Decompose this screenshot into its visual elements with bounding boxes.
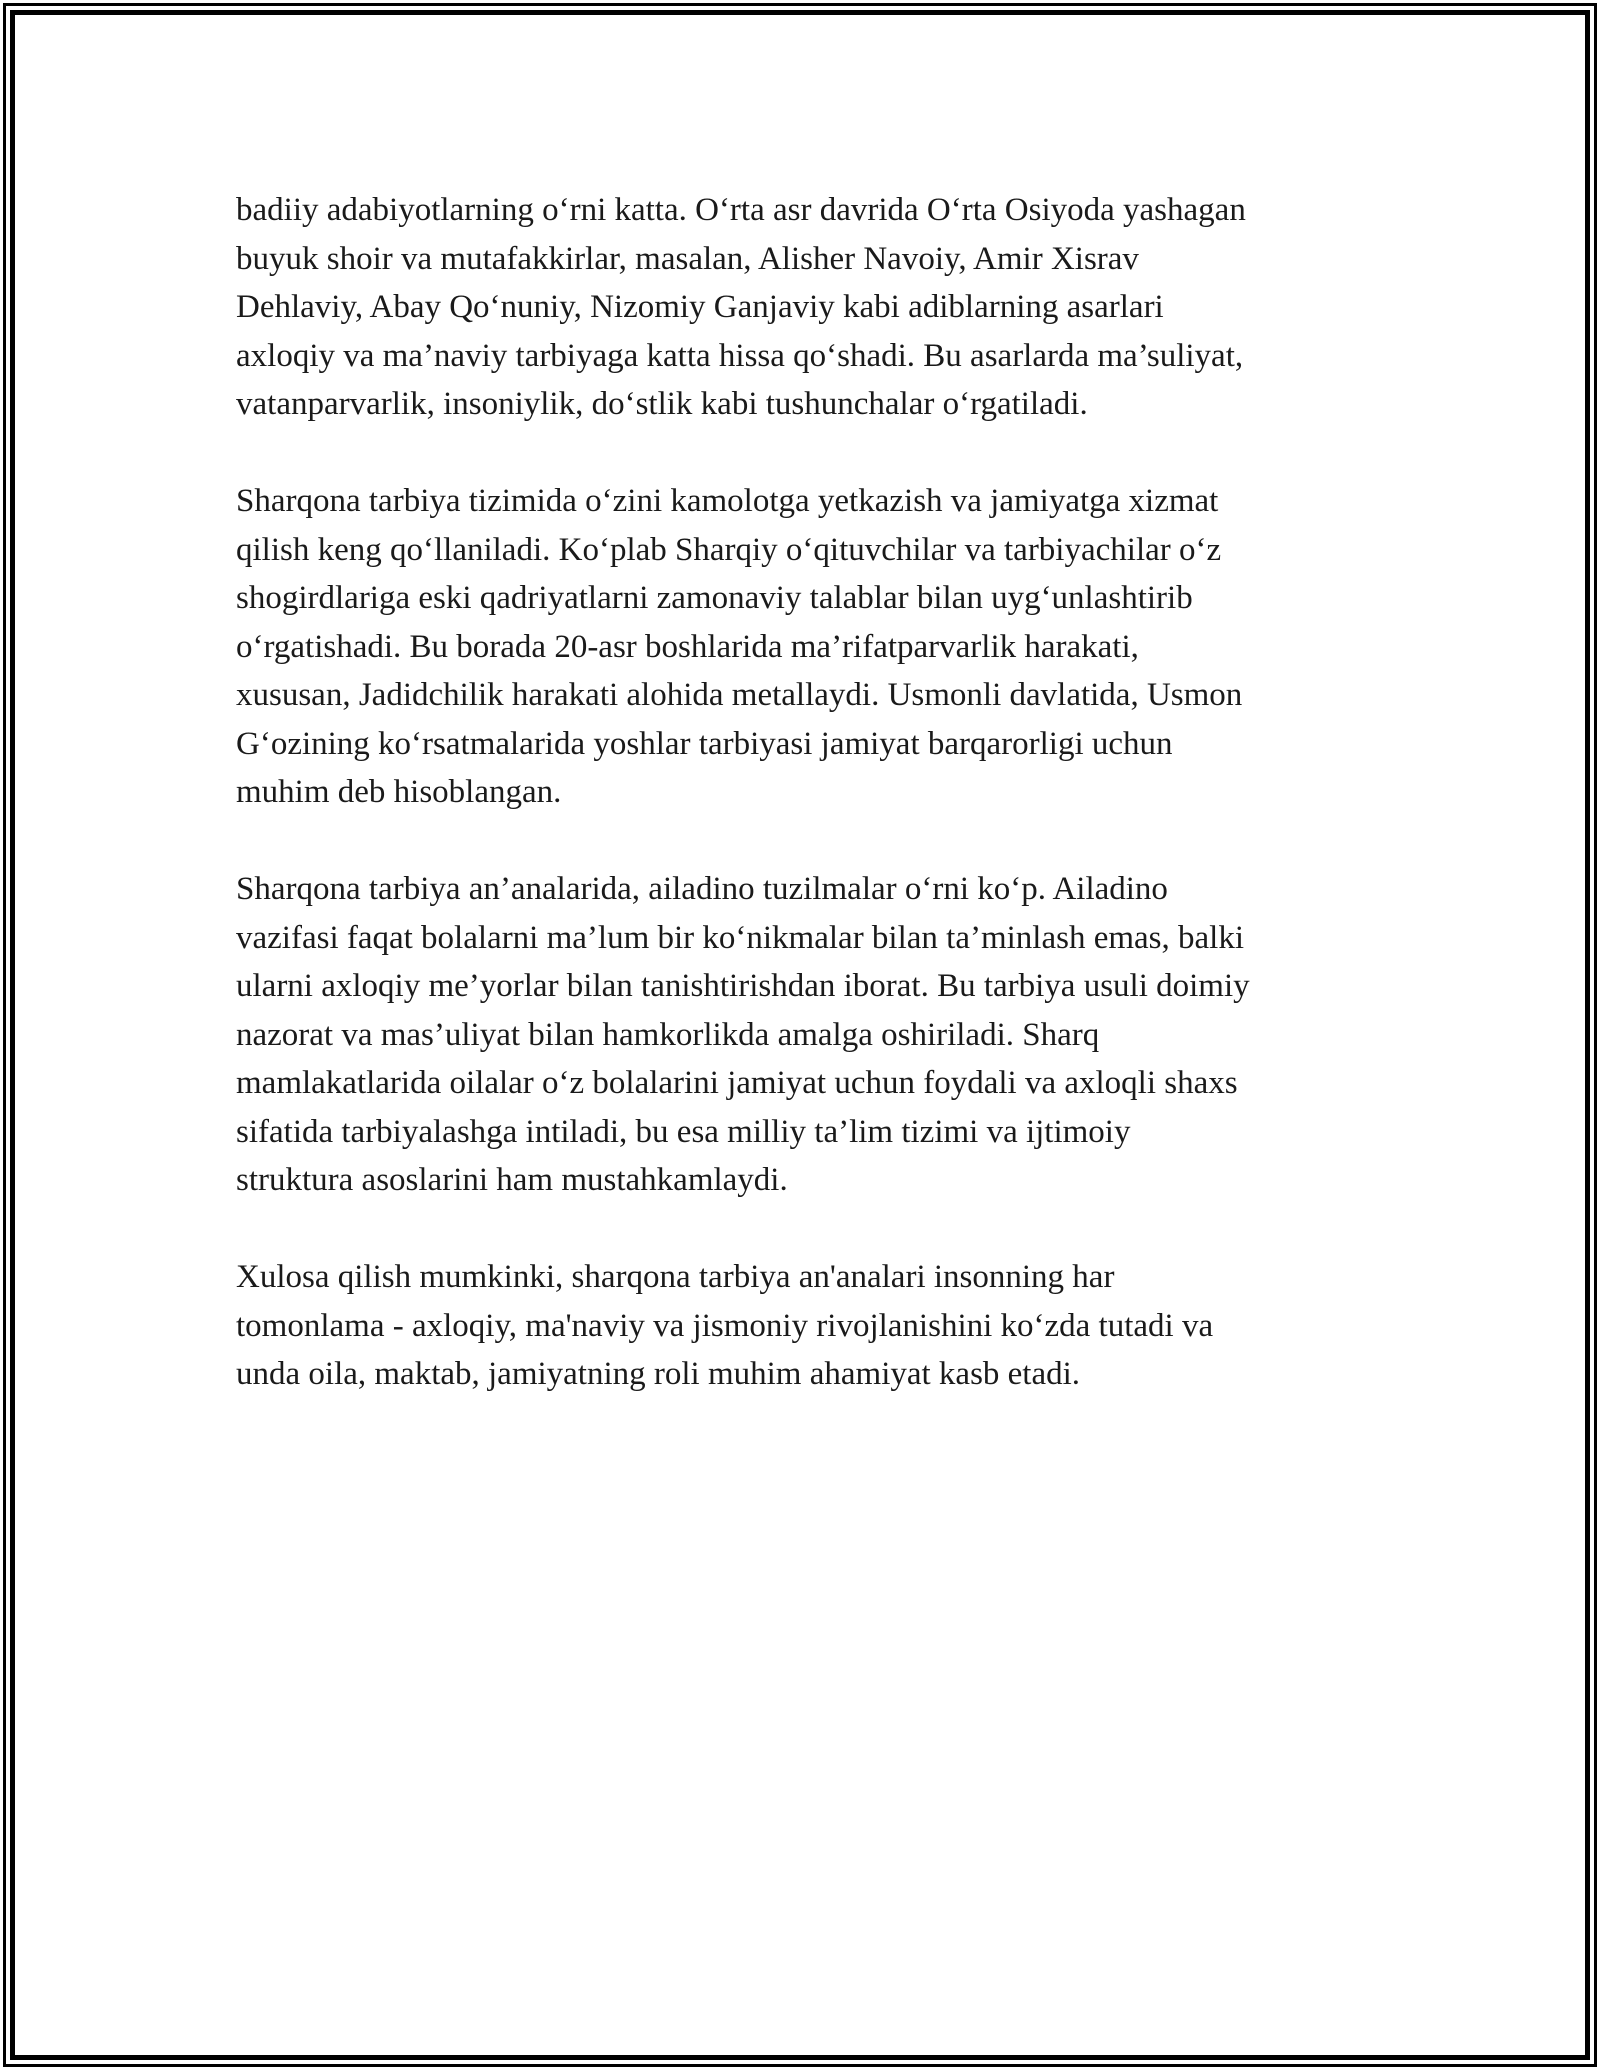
text-line: badiiy adabiyotlarning o‘rni katta. O‘rta asr davrida O‘rta Osiyoda yashagan	[236, 192, 1246, 228]
text-line: axloqiy va ma’naviy tarbiyaga katta hissa qo‘shadi. Bu asarlarda ma’suliyat,	[236, 337, 1244, 374]
paragraph	[236, 477, 1386, 817]
text-line: Xulosa qilish mumkinki, sharqona tarbiya an'analari insonning har	[236, 1259, 1115, 1295]
text-line: struktura asoslarini ham mustahkamlaydi.	[236, 1162, 788, 1198]
text-line: qilish keng qo‘llaniladi. Ko‘plab Sharqiy o‘qituvchilar va tarbiyachilar o‘z	[236, 531, 1222, 568]
paragraph	[236, 1253, 1386, 1399]
text-line: vazifasi faqat bolalarni ma’lum bir ko‘nikmalar bilan ta’minlash emas, balki	[236, 919, 1244, 956]
text-line: tomonlama - axloqiy, ma'naviy va jismoniy rivojlanishini ko‘zda tutadi va	[236, 1307, 1214, 1344]
text-line: xususan, Jadidchilik harakati alohida metallaydi. Usmonli davlatida, Usmon	[236, 677, 1243, 713]
text-line: G‘ozining ko‘rsatmalarida yoshlar tarbiyasi jamiyat barqarorligi uchun	[236, 725, 1173, 762]
text-line: unda oila, maktab, jamiyatning roli muhim ahamiyat kasb etadi.	[236, 1356, 1081, 1392]
text-line: Dehlaviy, Abay Qo‘nuniy, Nizomiy Ganjaviy kabi adiblarning asarlari	[236, 289, 1164, 325]
document-body	[236, 186, 1386, 1447]
text-line: o‘rgatishadi. Bu borada 20-asr boshlarida ma’rifatparvarlik harakati,	[236, 628, 1139, 665]
text-line: ularni axloqiy me’yorlar bilan tanishtirishdan iborat. Bu tarbiya usuli doimiy	[236, 968, 1250, 1004]
text-line: vatanparvarlik, insoniylik, do‘stlik kabi tushunchalar o‘rgatiladi.	[236, 386, 1088, 422]
text-line: mamlakatlarida oilalar o‘z bolalarini jamiyat uchun foydali va axloqli shaxs	[236, 1065, 1238, 1101]
paragraph	[236, 865, 1386, 1205]
text-line: Sharqona tarbiya tizimida o‘zini kamolotga yetkazish va jamiyatga xizmat	[236, 483, 1219, 519]
paragraph	[236, 186, 1386, 429]
text-line: Sharqona tarbiya an’analarida, ailadino tuzilmalar o‘rni ko‘p. Ailadino	[236, 871, 1168, 907]
text-line: buyuk shoir va mutafakkirlar, masalan, Alisher Navoiy, Amir Xisrav	[236, 240, 1139, 277]
text-line: muhim deb hisoblangan.	[236, 774, 562, 810]
text-line: nazorat va mas’uliyat bilan hamkorlikda amalga oshiriladi. Sharq	[236, 1016, 1100, 1053]
text-line: sifatida tarbiyalashga intiladi, bu esa milliy ta’lim tizimi va ijtimoiy	[236, 1113, 1131, 1150]
text-line: shogirdlariga eski qadriyatlarni zamonaviy talablar bilan uyg‘unlashtirib	[236, 580, 1193, 616]
